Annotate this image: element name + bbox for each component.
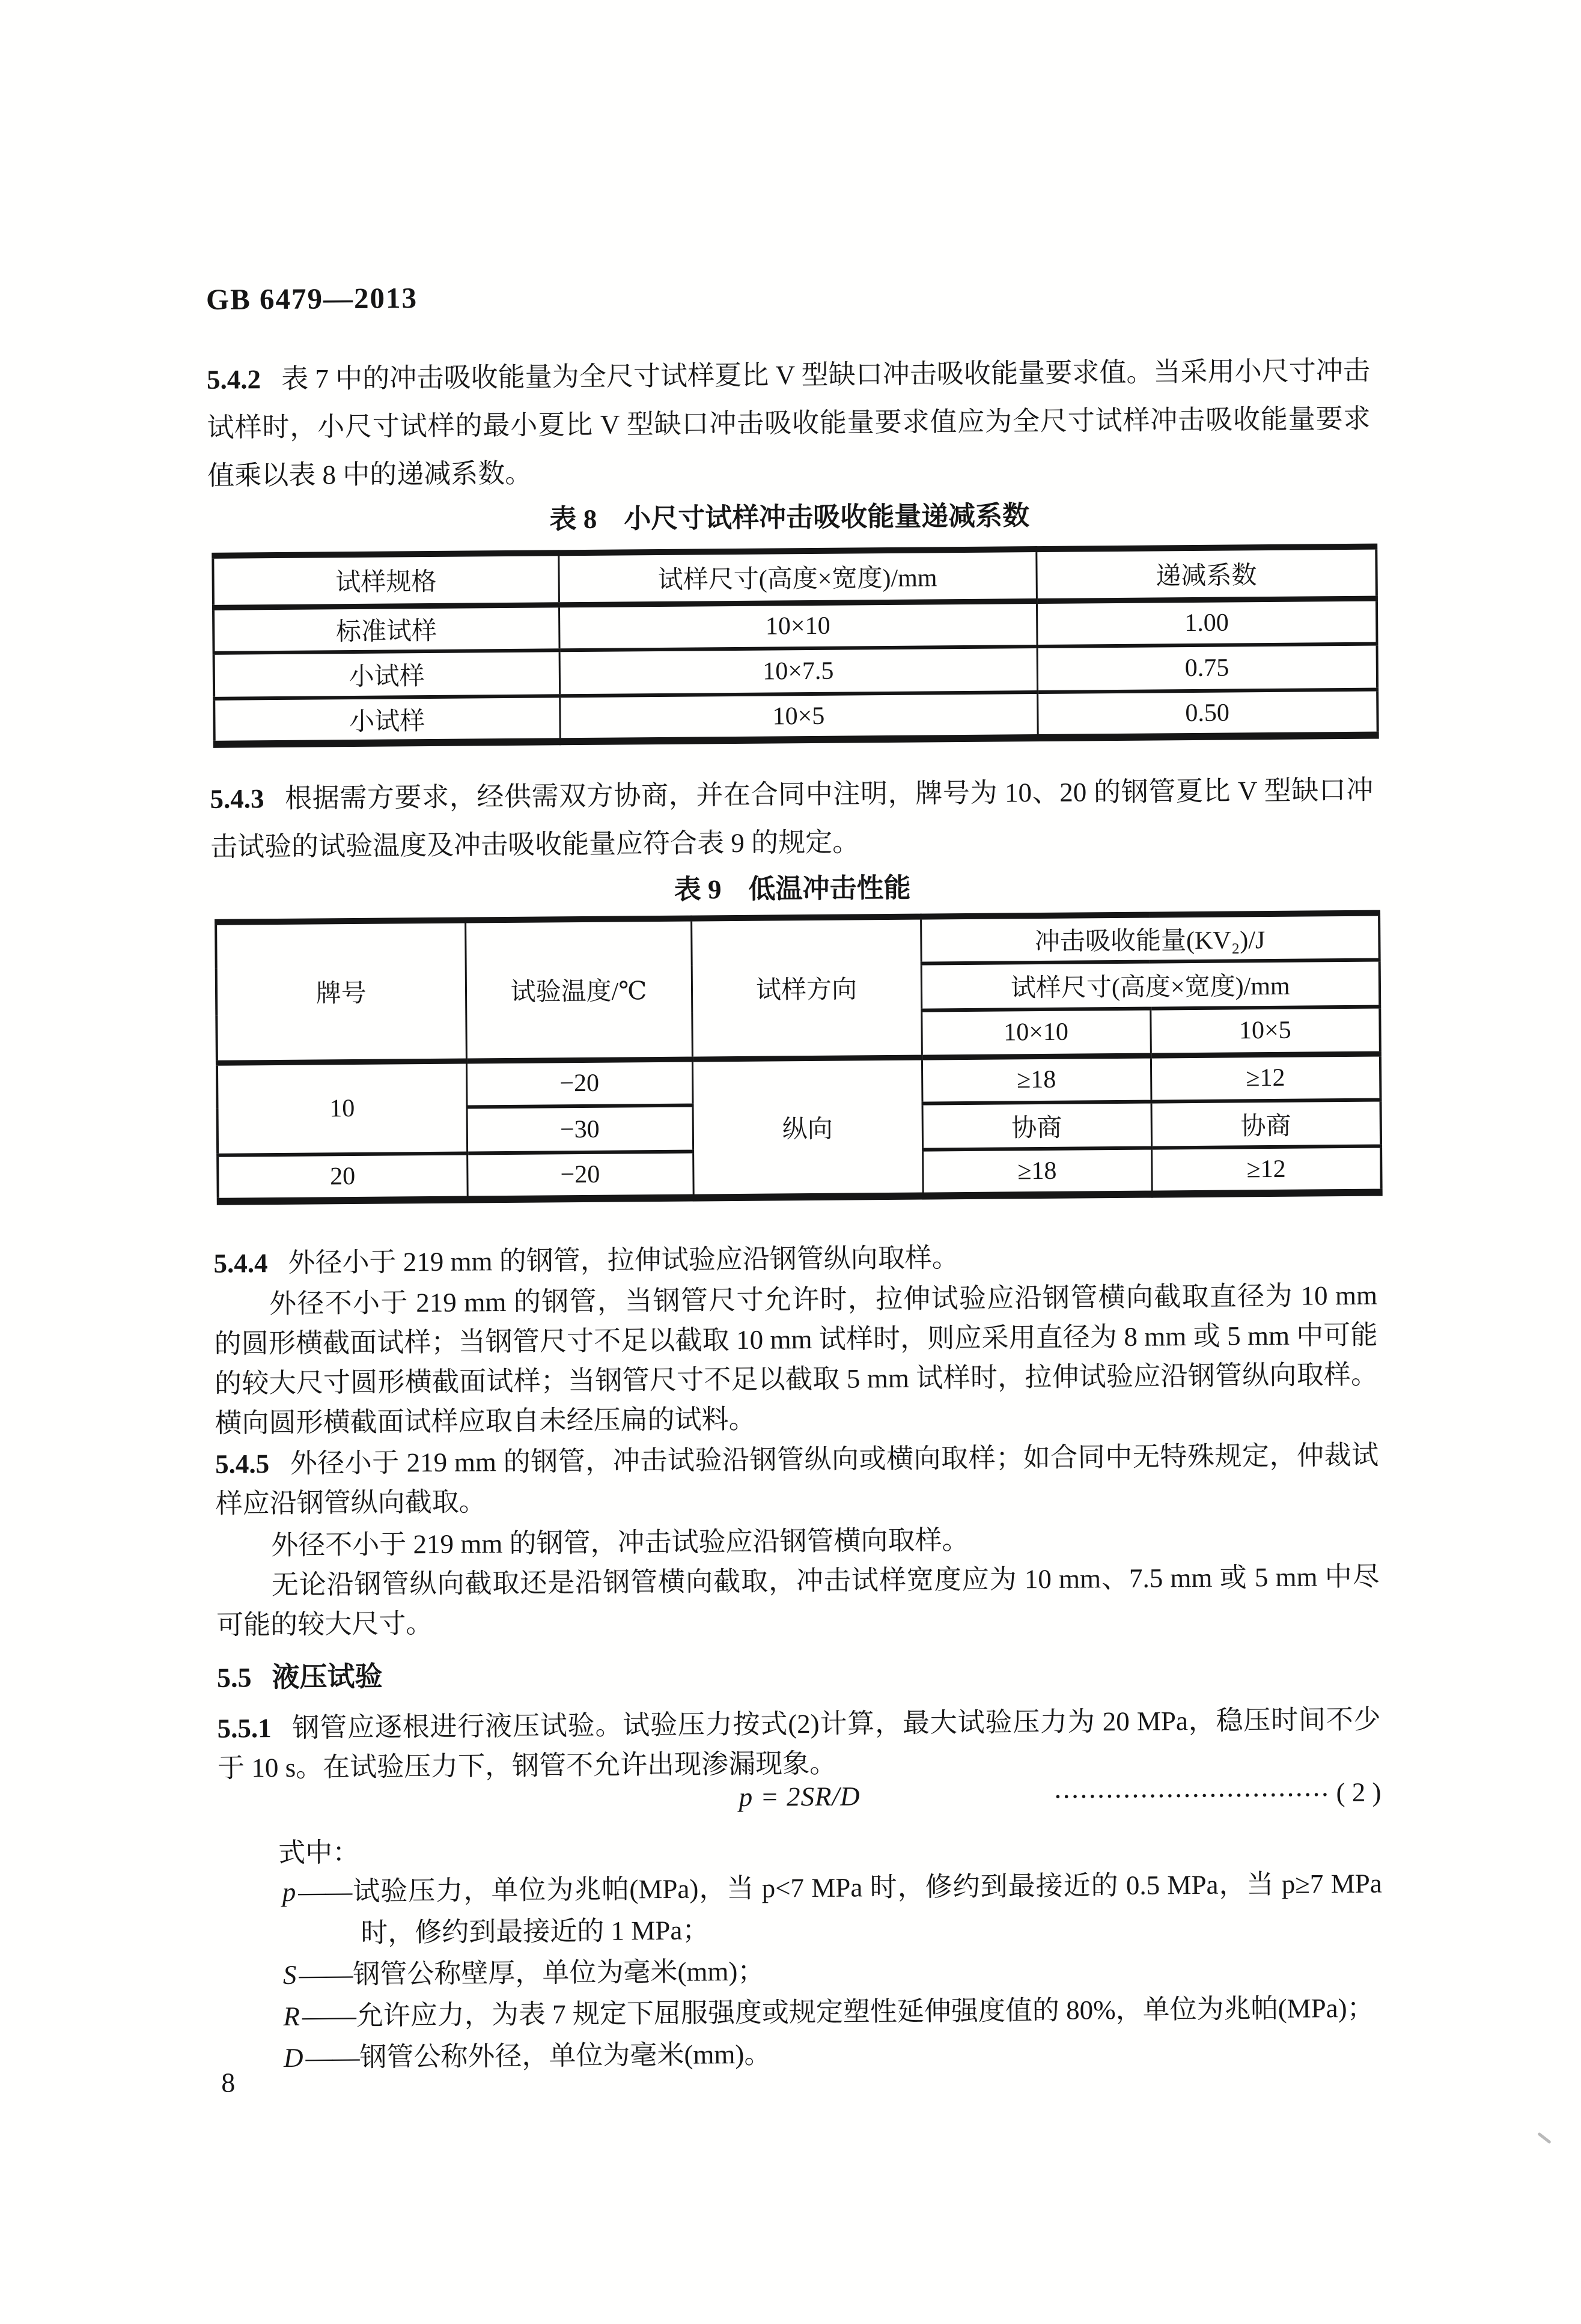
formula-expression: p = 2SR/D (739, 1781, 861, 1813)
body-cell: 标准试样 (213, 604, 559, 653)
clause-text: 根据需方要求，经供需双方协商，并在合同中注明，牌号为 10、20 的钢管夏比 V 型缺口冲击试验的试验温度及冲击吸收能量应符合表 9 的规定。 (210, 774, 1374, 862)
definition-text: ——钢管公称外径，单位为毫米(mm)。 (305, 2039, 772, 2073)
clause-number: 5.4.3 (210, 783, 264, 814)
definition-text: ——允许应力，为表 7 规定下屈服强度或规定塑性延伸强度值的 80%，单位为兆帕(MPa)； (302, 1992, 1374, 2031)
header-cell: 试验温度/℃ (465, 919, 692, 1061)
clause-text: 钢管应逐根进行液压试验。试验压力按式(2)计算，最大试验压力为 20 MPa，稳压时间不少于 10 s。在试验压力下，钢管不允许出现渗漏现象。 (217, 1704, 1381, 1783)
definition-item (220, 2029, 1383, 2079)
body-cell: ≥12 (1151, 1054, 1381, 1102)
definition-item (219, 1863, 1383, 1955)
clause-5-4-5-para3: 无论沿钢管纵向截取还是沿钢管横向截取，冲击试样宽度应为 10 mm、7.5 mm 或 5 mm 中尽可能的较大尺寸。 (216, 1561, 1380, 1640)
clause-text: 表 7 中的冲击吸收能量为全尺寸试样夏比 V 型缺口冲击吸收能量要求值。当采用小尺寸冲击试样时，小尺寸试样的最小夏比 V 型缺口冲击吸收能量要求值应为全尺寸试样冲击吸收能量要求值乘以表 8 中的递减系数。 (207, 355, 1371, 491)
header-cell: 牌号 (216, 920, 466, 1063)
clause-5-5-1 (217, 1700, 1381, 1788)
table8-caption: 表 8 小尺寸试样冲击吸收能量递减系数 (549, 500, 1030, 535)
table-header-row (216, 913, 1380, 969)
formula-number: ( 2 ) (1336, 1777, 1381, 1808)
body-cell: ≥18 (922, 1056, 1151, 1104)
header-cell: 10×5 (1150, 1007, 1380, 1056)
body-cell: 小试样 (214, 650, 560, 699)
clause-5-4-4-para2: 外径不小于 219 mm 的钢管，当钢管尺寸允许时，拉伸试验应沿钢管横向截取直径为 10 mm 的圆形横截面试样；当钢管尺寸不足以截取 10 mm 试样时，则应采用直径为 8 mm 或 5 mm 中可能的较大尺寸圆形横截面试样；当钢管尺寸不足以截取 5 mm 试样时，拉伸试验应沿钢管纵向取样。横向圆形横截面试样应取自未经压扁的试料。 (214, 1280, 1378, 1438)
formula-where-label: 式中： (278, 1837, 360, 1869)
symbol-term: D (283, 2042, 303, 2073)
header-cell: 试样尺寸(高度×宽度)/mm (921, 960, 1380, 1011)
body-cell: 小试样 (214, 696, 560, 744)
clause-5-4-2 (207, 347, 1371, 500)
body-cell: 10×5 (559, 692, 1038, 741)
body-cell: ≥18 (922, 1148, 1152, 1196)
body-cell: 10×7.5 (559, 646, 1038, 696)
clause-number: 5.4.2 (206, 364, 261, 395)
clause-number: 5.4.4 (213, 1248, 268, 1279)
body-cell: 10×10 (559, 601, 1037, 650)
symbol-term: p (282, 1876, 296, 1907)
clause-5-4-5 (215, 1435, 1379, 1524)
clause-5-4-3 (210, 766, 1374, 871)
body-cell: −20 (466, 1059, 693, 1107)
formula-2 (218, 1777, 1381, 1828)
body-cell: 协商 (922, 1102, 1152, 1150)
body-cell: 20 (218, 1154, 468, 1202)
body-cell: 0.75 (1037, 644, 1378, 692)
scan-artifact (1537, 2132, 1552, 2144)
header-cell: 试样方向 (691, 917, 922, 1059)
clause-5-4-4 (213, 1235, 1377, 1283)
body-cell: 1.00 (1037, 598, 1377, 646)
page-number: 8 (221, 2067, 236, 2098)
clause-text: 外径小于 219 mm 的钢管，冲击试验沿钢管纵向或横向取样；如合同中无特殊规定，仲裁试样应沿钢管纵向截取。 (215, 1440, 1379, 1519)
body-cell: 协商 (1151, 1100, 1381, 1148)
definition-text: ——试验压力，单位为兆帕(MPa)，当 p<7 MPa 时，修约到最接近的 0.5 MPa，当 p≥7 MPa 时，修约到最接近的 1 MPa； (298, 1868, 1382, 1948)
table8-block (208, 544, 1372, 748)
header-cell: 10×10 (921, 1009, 1151, 1057)
symbol-term: S (282, 1959, 297, 1990)
table-8 (212, 544, 1378, 748)
heading-5-5 (217, 1647, 1380, 1696)
clause-5-4-5-para2: 外径不小于 219 mm 的钢管，冲击试验应沿钢管横向取样。 (271, 1524, 969, 1561)
formula-leader (1055, 1777, 1381, 1810)
header-cell: 递减系数 (1036, 547, 1377, 601)
table9-block (211, 910, 1377, 1205)
page-content (204, 0, 1385, 2324)
definition-text: ——钢管公称壁厚，单位为毫米(mm)； (299, 1956, 765, 1990)
table-header-row (213, 547, 1377, 607)
body-cell: −20 (467, 1152, 693, 1200)
table-row (214, 690, 1378, 744)
table-9 (215, 910, 1383, 1205)
body-cell: 10 (217, 1061, 467, 1155)
table9-caption: 表 9 低温冲击性能 (674, 872, 911, 905)
body-cell: ≥12 (1151, 1146, 1381, 1194)
body-cell: 0.50 (1037, 690, 1378, 738)
symbol-definitions (219, 1863, 1384, 2079)
standard-number: GB 6479—2013 (206, 281, 418, 316)
clause-number: 5.4.5 (215, 1449, 270, 1479)
body-cell: −30 (467, 1106, 693, 1154)
header-cell: 试样尺寸(高度×宽度)/mm (558, 549, 1037, 604)
header-cell: 冲击吸收能量(KV₂)/J (921, 913, 1380, 964)
symbol-term: R (283, 2001, 300, 2031)
body-cell: 纵向 (692, 1057, 923, 1198)
clause-text: 外径小于 219 mm 的钢管，拉伸试验应沿钢管纵向取样。 (288, 1243, 959, 1278)
header-cell: 试样规格 (213, 553, 559, 607)
formula-leader-dots: ································ (1054, 1783, 1330, 1808)
clause-number: 5.5 (216, 1662, 252, 1693)
heading-text: 液压试验 (272, 1661, 383, 1693)
clause-number: 5.5.1 (217, 1713, 272, 1744)
